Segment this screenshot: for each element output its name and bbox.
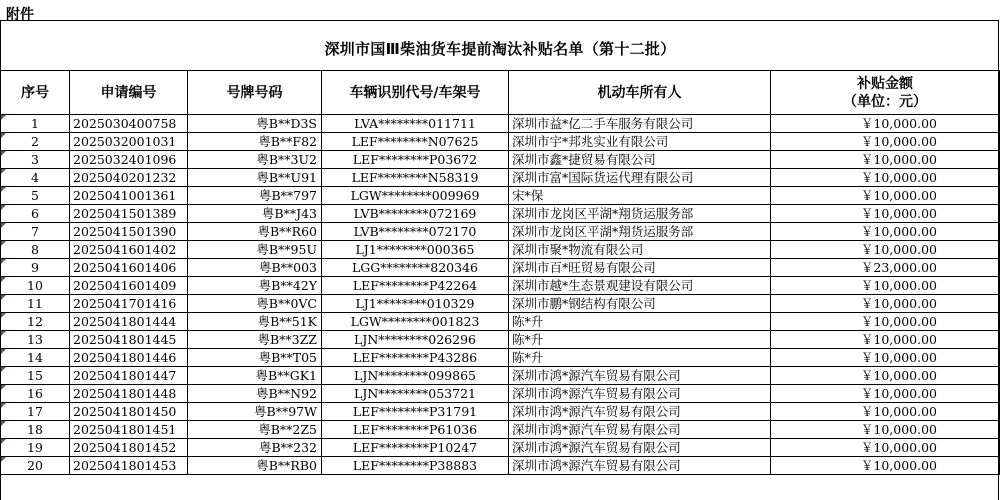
cell-vin: LJN********026296 <box>322 331 509 349</box>
table-row <box>1 367 1000 385</box>
table-row <box>1 115 1000 133</box>
cell-vin: LEF********N58319 <box>322 169 509 187</box>
cell-index: 3 <box>1 151 70 169</box>
cell-plate: 粤B**N92 <box>188 385 322 403</box>
cell-amount: ￥10,000.00 <box>771 385 1000 403</box>
cell-plate: 粤B**232 <box>188 439 322 457</box>
cell-plate: 粤B**F82 <box>188 133 322 151</box>
cell-owner: 深圳市鸿*源汽车贸易有限公司 <box>509 385 771 403</box>
cell-plate: 粤B**2Z5 <box>188 421 322 439</box>
cell-plate: 粤B**003 <box>188 259 322 277</box>
cell-application-no: 2025041801451 <box>70 421 188 439</box>
table-row <box>1 457 1000 475</box>
cell-application-no: 2025032401096 <box>70 151 188 169</box>
cell-application-no: 2025041801444 <box>70 313 188 331</box>
attachment-label: 附件 <box>6 7 34 23</box>
cell-owner: 深圳市龙岗区平湖*翔货运服务部 <box>509 223 771 241</box>
table-row <box>1 223 1000 241</box>
table-body <box>1 115 1000 475</box>
cell-index: 15 <box>1 367 70 385</box>
table-row <box>1 169 1000 187</box>
table-row <box>1 385 1000 403</box>
table-row <box>1 439 1000 457</box>
cell-vin: LJ1********000365 <box>322 241 509 259</box>
cell-owner: 深圳市富*国际货运代理有限公司 <box>509 169 771 187</box>
cell-application-no: 2025041601402 <box>70 241 188 259</box>
table-row <box>1 241 1000 259</box>
cell-index: 9 <box>1 259 70 277</box>
cell-owner: 深圳市鑫*捷贸易有限公司 <box>509 151 771 169</box>
col-header-amount-label: 补贴金额 <box>857 75 913 92</box>
cell-index: 19 <box>1 439 70 457</box>
cell-owner: 深圳市鹏*钢结构有限公司 <box>509 295 771 313</box>
col-header-amount-unit: （单位：元） <box>843 93 927 110</box>
cell-application-no: 2025041501390 <box>70 223 188 241</box>
cell-amount: ￥10,000.00 <box>771 421 1000 439</box>
cell-plate: 粤B**0VC <box>188 295 322 313</box>
cell-amount: ￥10,000.00 <box>771 349 1000 367</box>
cell-owner: 深圳市宇*邦兆实业有限公司 <box>509 133 771 151</box>
cell-owner: 深圳市鸿*源汽车贸易有限公司 <box>509 421 771 439</box>
cell-index: 14 <box>1 349 70 367</box>
table-row <box>1 403 1000 421</box>
cell-owner: 深圳市益*亿二手车服务有限公司 <box>509 115 771 133</box>
table-row <box>1 313 1000 331</box>
cell-vin: LJ1********010329 <box>322 295 509 313</box>
table-row <box>1 277 1000 295</box>
col-header-owner: 机动车所有人 <box>509 71 771 115</box>
cell-amount: ￥10,000.00 <box>771 457 1000 475</box>
cell-vin: LGW********001823 <box>322 313 509 331</box>
cell-plate: 粤B**42Y <box>188 277 322 295</box>
cell-application-no: 2025041001361 <box>70 187 188 205</box>
cell-amount: ￥10,000.00 <box>771 295 1000 313</box>
cell-plate: 粤B**R60 <box>188 223 322 241</box>
cell-owner: 宋*保 <box>509 187 771 205</box>
cell-vin: LEF********P03672 <box>322 151 509 169</box>
document-title: 深圳市国Ⅲ柴油货车提前淘汰补贴名单（第十二批） <box>324 40 676 58</box>
table-row <box>1 187 1000 205</box>
cell-amount: ￥10,000.00 <box>771 403 1000 421</box>
cell-vin: LJN********099865 <box>322 367 509 385</box>
cell-index: 17 <box>1 403 70 421</box>
cell-vin: LEF********N07625 <box>322 133 509 151</box>
cell-plate: 粤B**RB0 <box>188 457 322 475</box>
cell-amount: ￥10,000.00 <box>771 241 1000 259</box>
cell-amount: ￥10,000.00 <box>771 367 1000 385</box>
cell-index: 7 <box>1 223 70 241</box>
cell-owner: 深圳市鸿*源汽车贸易有限公司 <box>509 457 771 475</box>
cell-amount: ￥10,000.00 <box>771 439 1000 457</box>
cell-amount: ￥10,000.00 <box>771 133 1000 151</box>
cell-vin: LEF********P10247 <box>322 439 509 457</box>
cell-owner: 深圳市百*旺贸易有限公司 <box>509 259 771 277</box>
cell-vin: LEF********P61036 <box>322 421 509 439</box>
cell-plate: 粤B**T05 <box>188 349 322 367</box>
cell-plate: 粤B**J43 <box>188 205 322 223</box>
table-row <box>1 133 1000 151</box>
cell-index: 16 <box>1 385 70 403</box>
cell-amount: ￥10,000.00 <box>771 313 1000 331</box>
cell-application-no: 2025041701416 <box>70 295 188 313</box>
cell-application-no: 2025030400758 <box>70 115 188 133</box>
cell-owner: 陈*升 <box>509 313 771 331</box>
cell-vin: LGW********009969 <box>322 187 509 205</box>
subsidy-table <box>0 70 1000 475</box>
cell-index: 18 <box>1 421 70 439</box>
cell-index: 5 <box>1 187 70 205</box>
cell-amount: ￥10,000.00 <box>771 277 1000 295</box>
cell-application-no: 2025032001031 <box>70 133 188 151</box>
table-header-row <box>1 71 1000 115</box>
cell-amount: ￥10,000.00 <box>771 331 1000 349</box>
cell-index: 2 <box>1 133 70 151</box>
cell-application-no: 2025040201232 <box>70 169 188 187</box>
cell-plate: 粤B**GK1 <box>188 367 322 385</box>
cell-vin: LGG********820346 <box>322 259 509 277</box>
cell-index: 20 <box>1 457 70 475</box>
col-header-amount <box>771 71 1000 115</box>
cell-application-no: 2025041801452 <box>70 439 188 457</box>
table-row <box>1 331 1000 349</box>
cell-plate: 粤B**D3S <box>188 115 322 133</box>
cell-owner: 深圳市鸿*源汽车贸易有限公司 <box>509 403 771 421</box>
table-row <box>1 205 1000 223</box>
cell-application-no: 2025041801453 <box>70 457 188 475</box>
cell-application-no: 2025041801447 <box>70 367 188 385</box>
cell-vin: LVA********011711 <box>322 115 509 133</box>
cell-index: 6 <box>1 205 70 223</box>
cell-amount: ￥10,000.00 <box>771 187 1000 205</box>
cell-amount: ￥23,000.00 <box>771 259 1000 277</box>
cell-application-no: 2025041801450 <box>70 403 188 421</box>
cell-owner: 深圳市龙岗区平湖*翔货运服务部 <box>509 205 771 223</box>
cell-amount: ￥10,000.00 <box>771 205 1000 223</box>
col-header-index: 序号 <box>1 71 70 115</box>
cell-owner: 深圳市聚*物流有限公司 <box>509 241 771 259</box>
table-row <box>1 151 1000 169</box>
cell-owner: 深圳市鸿*源汽车贸易有限公司 <box>509 439 771 457</box>
cell-application-no: 2025041801448 <box>70 385 188 403</box>
cell-plate: 粤B**97W <box>188 403 322 421</box>
cell-owner: 陈*升 <box>509 331 771 349</box>
cell-plate: 粤B**797 <box>188 187 322 205</box>
cell-vin: LEF********P38883 <box>322 457 509 475</box>
cell-index: 12 <box>1 313 70 331</box>
col-header-application-no: 申请编号 <box>70 71 188 115</box>
cell-plate: 粤B**3ZZ <box>188 331 322 349</box>
cell-amount: ￥10,000.00 <box>771 151 1000 169</box>
cell-plate: 粤B**51K <box>188 313 322 331</box>
cell-vin: LJN********053721 <box>322 385 509 403</box>
table-row <box>1 295 1000 313</box>
cell-vin: LEF********P31791 <box>322 403 509 421</box>
cell-index: 8 <box>1 241 70 259</box>
cell-amount: ￥10,000.00 <box>771 169 1000 187</box>
cell-vin: LVB********072170 <box>322 223 509 241</box>
cell-plate: 粤B**95U <box>188 241 322 259</box>
cell-amount: ￥10,000.00 <box>771 115 1000 133</box>
cell-index: 1 <box>1 115 70 133</box>
cell-vin: LEF********P42264 <box>322 277 509 295</box>
col-header-vin: 车辆识别代号/车架号 <box>322 71 509 115</box>
table-row <box>1 421 1000 439</box>
cell-application-no: 2025041501389 <box>70 205 188 223</box>
cell-application-no: 2025041601409 <box>70 277 188 295</box>
cell-index: 11 <box>1 295 70 313</box>
cell-plate: 粤B**U91 <box>188 169 322 187</box>
table-row <box>1 349 1000 367</box>
cell-index: 13 <box>1 331 70 349</box>
cell-owner: 陈*升 <box>509 349 771 367</box>
table-row <box>1 259 1000 277</box>
cell-index: 4 <box>1 169 70 187</box>
cell-application-no: 2025041601406 <box>70 259 188 277</box>
cell-owner: 深圳市越*生态景观建设有限公司 <box>509 277 771 295</box>
cell-application-no: 2025041801445 <box>70 331 188 349</box>
cell-application-no: 2025041801446 <box>70 349 188 367</box>
cell-amount: ￥10,000.00 <box>771 223 1000 241</box>
cell-vin: LVB********072169 <box>322 205 509 223</box>
cell-plate: 粤B**3U2 <box>188 151 322 169</box>
cell-vin: LEF********P43286 <box>322 349 509 367</box>
cell-owner: 深圳市鸿*源汽车贸易有限公司 <box>509 367 771 385</box>
cell-index: 10 <box>1 277 70 295</box>
col-header-plate: 号牌号码 <box>188 71 322 115</box>
